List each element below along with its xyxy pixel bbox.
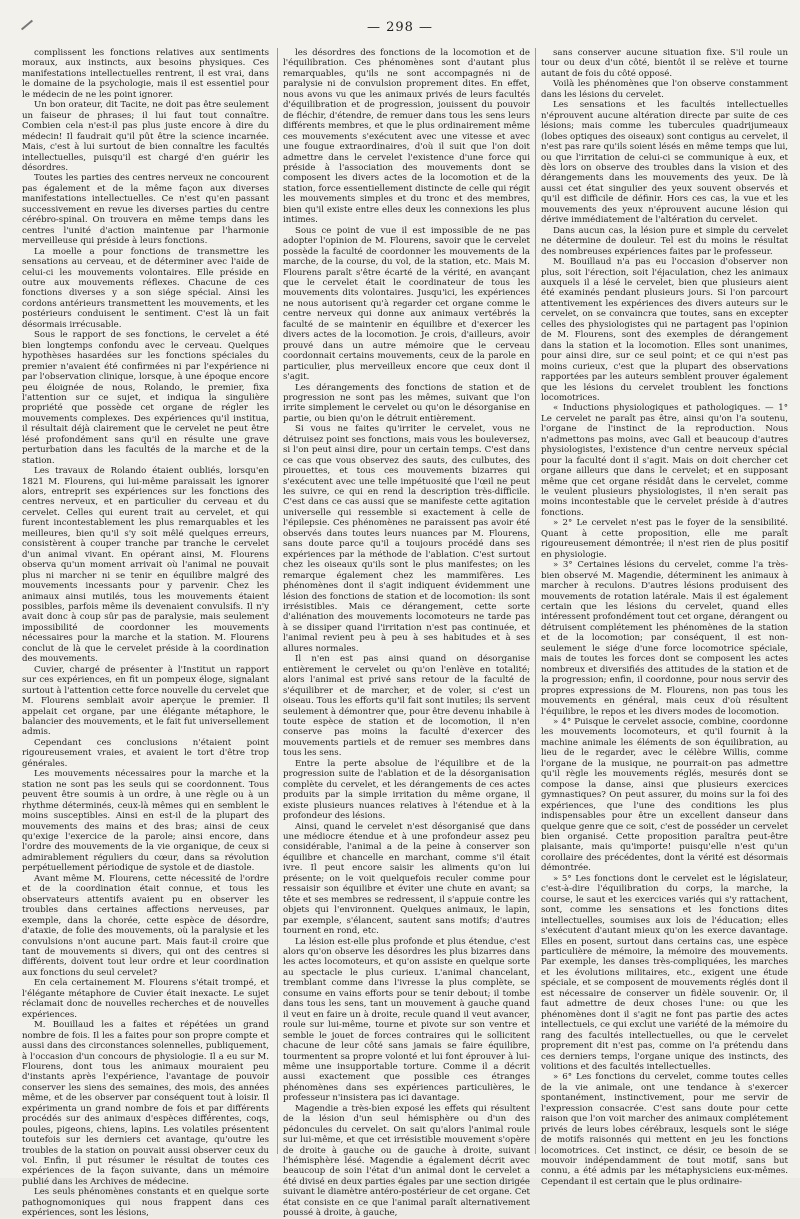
paragraph: La lésion est-elle plus profonde et plus étendue, c'est alors qu'on observe les désordres les plus bizarres dans les actes locomoteurs, et qu'on assiste en quelque sorte au spectacle le plus curieux. L'animal chancelant, tremblant comme dans l'ivresse la plus complète, se consume en vains efforts pour se tenir debout; il tombe dans tous les sens, tant un mouvement à gauche quand il veut en faire un à droite, recule quand il veut avancer, roule sur lui-même, tourne et pivote sur son ventre et semble le jouet de forces contraires qui le sollicitent chacune de leur côté sans jamais se faire équilibre, tourmentent sa propre volonté et lui font éprouver à lui-même une insupportable torture. Comme il a décrit aussi exactement que possible ces étranges phénomènes dans ses expériences particulières, le professeur n'insistera pas ici davantage. (283, 936, 530, 1104)
paragraph: « Inductions physiologiques et pathologiques. — 1° Le cervelet ne paraît pas être, ainsi qu'on l'a soutenu, l'organe de l'instinct de la reproduction. Nous n'admettons pas moins, avec Gall et beaucoup d'autres physiologistes, l'existence d'un centre nerveux spécial pour la faculté dont il s'agit. Mais on doit chercher cet organe ailleurs que dans le cervelet; et en supposant même que cet organe résidât dans le cervelet, comme le veulent plusieurs physiologistes, il n'en serait pas moins incontestable que le cervelet préside à d'autres fonctions. (541, 403, 788, 518)
paragraph: Sous le rapport de ses fonctions, le cervelet a été bien longtemps confondu avec le cerveau. Quelques hypothèses hasardées sur les fonctions spéciales du premier n'avaient été confirmées ni par l'expérience ni par l'observation clinique, lorsque, à une époque encore peu éloignée de nous, Rolando, le premier, fixa l'attention sur ce sujet, et indiqua la singulière propriété que possède cet organe de régler les mouvements complexes. Des expériences qu'il institua, il résultait déjà clairement que le cervelet ne peut être lésé profondément sans qu'il en résulte une grave perturbation dans les facultés de la marche et de la station. (22, 330, 269, 466)
paragraph: les désordres des fonctions de la locomotion et de l'équilibration. Ces phénomènes sont d'autant plus remarquables, qu'ils ne sont accompagnés ni de paralysie ni de convulsion proprement dites. En effet, nous avons vu que les animaux privés de leurs facultés d'équilibration et de progression, jouissent du pouvoir de fléchir, d'étendre, de remuer dans tous les sens leurs différents membres, et que le plus ordinairement même ces mouvements s'exécutent avec une vitesse et avec une fougue extraordinaires, d'où il suit que l'on doit admettre dans le cervelet l'existence d'une force qui préside à l'association des mouvements dont se composent les divers actes de la locomotion et de la station, force essentiellement distincte de celle qui régit les mouvements simples et du tronc et des membres, bien qu'il existe entre elles deux les connexions les plus intimes. (283, 48, 530, 226)
paragraph: Cependant ces conclusions n'étaient point rigoureusement vraies, et avaient le tort d'être trop générales. (22, 737, 269, 769)
right-column (541, 48, 788, 1187)
paragraph: La moelle a pour fonctions de transmettre les sensations au cerveau, et de déterminer avec l'aide de celui-ci les mouvements volontaires. Elle préside en outre aux mouvements réflexes. Chacune de ces fonctions diverses y a son siége spécial. Ainsi les cordons antérieurs transmettent les mouvements, et les postérieurs conduisent le sentiment. C'est là un fait désormais irrécusable. (22, 246, 269, 330)
paragraph: En cela certainement M. Flourens s'était trompé, et l'élégante métaphore de Cuvier était inexacte. Le sujet réclamait donc de nouvelles recherches et de nouvelles expériences. (22, 978, 269, 1020)
paragraph: Dans aucun cas, la lésion pure et simple du cervelet ne détermine de douleur. Tel est du moins le résultat des nombreuses expériences faites par le professeur. (541, 225, 788, 257)
paragraph: Sous ce point de vue il est impossible de ne pas adopter l'opinion de M. Flourens, savoir que le cervelet possède la faculté de coordonner les mouvements de la marche, de la course, du vol, de la station, etc. Mais M. Flourens paraît s'être écarté de la vérité, en avançant que le cervelet était le coordinateur de tous les mouvements dits volontaires. Jusqu'ici, les expériences ne nous autorisent qu'à regarder cet organe comme le centre nerveux qui donne aux animaux vertébrés la faculté de se maintenir en équilibre et d'exercer les divers actes de la locomotion. Je crois, d'ailleurs, avoir prouvé dans un autre mémoire que le cerveau coordonnait certains mouvements, ceux de la parole en particulier, plus merveilleux encore que ceux dont il s'agit. (283, 225, 530, 383)
paragraph: sans conserver aucune situation fixe. S'il roule un tour ou deux d'un côté, bientôt il se relève et tourne autant de fois du côté opposé. (541, 48, 788, 79)
paragraph: complissent les fonctions relatives aux sentiments moraux, aux instincts, aux besoins physiques. Ces manifestations intellectuelles rentrent, il est vrai, dans le domaine de la psychologie, mais il est essentiel pour le médecin de ne les point ignorer. (22, 48, 269, 100)
column-divider (535, 48, 536, 1154)
column-divider (277, 48, 278, 1154)
paragraph: Entre la perte absolue de l'équilibre et de la progression suite de l'ablation et de la désorganisation complète du cervelet, et les dérangements de ces actes produits par la simple irritation du même organe, il existe plusieurs nuances relatives à l'étendue et à la profondeur des lésions. (283, 758, 530, 822)
paragraph: Les travaux de Rolando étaient oubliés, lorsqu'en 1821 M. Flourens, qui lui-même paraissait les ignorer alors, entreprit ses expériences sur les fonctions des centres nerveux, et en particulier du cerveau et du cervelet. Celles qui eurent trait au cervelet, et qui furent incontestablement les plus remarquables et les meilleures, bien qu'il s'y soit mêlé quelques erreurs, consistèrent à couper tranche par tranche le cervelet d'un animal vivant. En opérant ainsi, M. Flourens observa qu'un moment arrivait où l'animal ne pouvait plus ni marcher ni se tenir en équilibre malgré des mouvements incessants pour y parvenir. Chez les animaux ainsi mutilés, tous les mouvements étaient possibles, parfois même ils devenaient convulsifs. Il n'y avait donc à coup sûr pas de paralysie, mais seulement impossibilité de coordonner les mouvements nécessaires pour la marche et la station. M. Flourens conclut de là que le cervelet préside à la coordination des mouvements. (22, 466, 269, 665)
paragraph: M. Bouillaud les a faites et répétées un grand nombre de fois. Il les a faites pour son propre compte et aussi dans des circonstances solennelles, publiquement, à l'occasion d'un concours de physiologie. Il a eu sur M. Flourens, dont tous les animaux mouraient peu d'instants après l'expérience, l'avantage de pouvoir conserver les siens des semaines, des mois, des années même, et de les observer par conséquent tout à loisir. Il expérimenta un grand nombre de fois et par différents procédés sur des animaux d'espèces différentes, coqs, poules, pigeons, chiens, lapins. Les volatiles présentent toutefois sur les derniers cet avantage, qu'outre les troubles de la station on pouvait aussi observer ceux du vol. Enfin, il put résumer le résultat de toutes ces expériences de la façon suivante, dans un mémoire publié dans les Archives de médecine. (22, 1020, 269, 1187)
paragraph: Un bon orateur, dit Tacite, ne doit pas être seulement un faiseur de phrases; il lui faut tout connaître. Combien cela n'est-il pas plus juste encore à dire du médecin! Il faudrait qu'il pût être la science incarnée. Mais, c'est à lui surtout de bien connaître les facultés intellectuelles, puisqu'il est chargé d'en guérir les désordres. (22, 100, 269, 173)
left-column (22, 48, 269, 1219)
paragraph: » 6° Les fonctions du cervelet, comme toutes celles de la vie animale, ont une tendance à s'exercer spontanément, instinctivement, pour me servir de l'expression consacrée. C'est sans doute pour cette raison que l'on voit marcher des animaux complétement privés de leurs lobes cérébraux, lesquels sont le siége de motifs raisonnés qui mettent en jeu les fonctions locomotrices. Cet instinct, ce désir, ce besoin de se mouvoir indépendamment de tout motif, sans but connu, a été admis par les métaphysiciens eux-mêmes. Cependant il est certain que le plus ordinaire- (541, 1072, 788, 1187)
paragraph: Si vous ne faites qu'irriter le cervelet, vous ne détruisez point ses fonctions, mais vous les bouleversez, si l'on peut ainsi dire, pour un certain temps. C'est dans ce cas que vous observez des sauts, des culbutes, des pirouettes, et tous ces mouvements bizarres qui s'exécutent avec une telle impétuosité que l'œil ne peut les suivre, ce qui en rend la description très-difficile. C'est dans ce cas aussi que se manifeste cette agitation universelle qui ressemble si exactement à celle de l'épilepsie. Ces phénomènes ne paraissent pas avoir été observés dans toutes leurs nuances par M. Flourens, sans doute parce qu'il a toujours procédé dans ses expériences par la méthode de l'ablation. C'est surtout chez les oiseaux qu'ils sont le plus manifestes; on les remarque également chez les mammifères. Les phénomènes dont il s'agit indiquent évidemment une lésion des fonctions de station et de locomotion: ils sont irrésistibles. Mais ce dérangement, cette sorte d'aliénation des mouvements locomoteurs ne tarde pas à se dissiper quand l'irritation n'est pas continuée, et l'animal revient peu à peu à ses habitudes et à ses allures normales. (283, 424, 530, 654)
paragraph: Les dérangements des fonctions de station et de progression ne sont pas les mêmes, suivant que l'on irrite simplement le cervelet ou qu'on le désorganise en partie, ou bien qu'on le détruit entièrement. (283, 382, 530, 424)
paragraph: Les sensations et les facultés intellectuelles n'éprouvent aucune altération directe par suite de ces lésions; mais comme les tubercules quadrijumeaux (lobes optiques des oiseaux) sont contigus au cervelet, il n'est pas rare qu'ils soient lésés en même temps que lui, ou que l'irritation de celui-ci se communique à eux, et dès lors on observe des troubles dans la vision et des dérangements dans les mouvements des yeux. De là aussi cet état singulier des yeux souvent observés et qu'il est difficile de définir. Hors ces cas, la vue et les mouvements des yeux n'éprouvent aucune lésion qui dérive immédiatement de l'altération du cervelet. (541, 100, 788, 226)
paragraph: Toutes les parties des centres nerveux ne concourent pas également et de la même façon aux diverses manifestations intellectuelles. Ce n'est qu'en passant successivement en revue les diverses parties du centre cérébro-spinal. On trouvera en même temps dans les centres l'unité d'action maintenue par l'harmonie merveilleuse qui préside à leurs fonctions. (22, 173, 269, 247)
paragraph: » 2° Le cervelet n'est pas le foyer de la sensibilité. Quant à cette proposition, elle me paraît rigoureusement démontrée; il n'est rien de plus positif en physiologie. (541, 518, 788, 560)
page-number: — 298 — (366, 20, 434, 35)
paragraph: Ainsi, quand le cervelet n'est désorganisé que dans une médiocre étendue et à une profondeur assez peu considérable, l'animal a de la peine à conserver son équilibre et chancelle en marchant, comme s'il était ivre. Il peut encore saisir les aliments qu'on lui présente; on le voit quelquefois reculer comme pour ressaisir son équilibre et éviter une chute en avant; sa tête et ses membres se redressent, il s'appuie contre les objets qui l'environnent. Quelques animaux, le lapin, par exemple, s'élancent, sautent sans motifs; d'autres tournent en rond, etc. (283, 821, 530, 937)
paragraph: » 3° Certaines lésions du cervelet, comme l'a très-bien observé M. Magendie, déterminent les animaux à marcher à reculons. D'autres lésions produisent des mouvements de rotation latérale. Mais il est également certain que les lésions du cervelet, quand elles intéressent profondément tout cet organe, dérangent ou détruisent complétement les phénomènes de la station et de la locomotion; par conséquent, il est non-seulement le siége d'une force locomotrice spéciale, mais de toutes les forces dont se composent les actes nombreux et diversifiés des attitudes de la station et de la progression; enfin, il coordonne, pour nous servir des propres expressions de M. Flourens, non pas tous les mouvements en général, mais ceux d'où résultent l'équilibre, le repos et les divers modes de locomotion. (541, 560, 788, 717)
paragraph: Voilà les phénomènes que l'on observe constamment dans les lésions du cervelet. (541, 79, 788, 100)
paragraph: Les mouvements nécessaires pour la marche et la station ne sont pas les seuls qui se coordonnent. Tous peuvent être soumis à un ordre, à une règle ou à un rhythme déterminés, ceux-là mêmes qui en semblent le moins susceptibles. Ainsi en est-il de la plupart des mouvements des mains et des bras; ainsi de ceux qu'exige l'exercice de la parole; ainsi encore, dans l'ordre des mouvements de la vie organique, de ceux si admirablement réguliers du cœur, dans sa révolution perpétuellement périodique de systole et de diastole. (22, 769, 269, 874)
paragraph: M. Bouillaud n'a pas eu l'occasion d'observer non plus, soit l'érection, soit l'éjaculation, chez les animaux auxquels il a lésé le cervelet, bien que plusieurs aient été examinés pendant plusieurs jours. Si l'on parcourt attentivement les expériences des divers auteurs sur le cervelet, on se convaincra que toutes, sans en excepter celles des physiologistes qui ne partagent pas l'opinion de M. Flourens, sont des exemples de dérangement dans la station et la locomotion. Elles sont unanimes, pour ainsi dire, sur ce seul point; et ce qui n'est pas moins curieux, c'est que la plupart des observations rapportées par les auteurs semblent prouver également que les lésions du cervelet troublent les fonctions locomotrices. (541, 257, 788, 403)
middle-column (283, 48, 530, 1219)
paragraph: Avant même M. Flourens, cette nécessité de l'ordre et de la coordination était connue, et tous les observateurs attentifs avaient pu en observer les troubles dans certaines affections nerveuses, par exemple, dans la chorée, cette espèce de désordre, d'ataxie, de folie des mouvements, où la paralysie et les convulsions n'ont aucune part. Mais faut-il croire que tant de mouvements si divers, qui ont des centres si différents, doivent tout leur ordre et leur coordination aux fonctions du seul cervelet? (22, 873, 269, 978)
paragraph: Les seuls phénomènes constants et en quelque sorte pathognomoniques qui nous frappent dans ces expériences, sont les lésions, (22, 1187, 269, 1219)
paragraph: » 5° Les fonctions dont le cervelet est le législateur, c'est-à-dire l'équilibration du corps, la marche, la course, le saut et les exercices variés qui s'y rattachent, sont, comme les sensations et les fonctions dites intellectuelles, soumises aux lois de l'éducation; elles s'exécutent d'autant mieux qu'on les exerce davantage. Elles en posent, surtout dans certains cas, une espèce particulière de mémoire, la mémoire des mouvements. Par exemple, les danses très-compliquées, les marches et les évolutions militaires, etc., exigent une étude spéciale, et se composent de mouvements réglés dont il est nécessaire de conserver un fidèle souvenir. Or, il faut admettre de deux choses l'une: ou que les phénomènes dont il s'agit ne font pas partie des actes intellectuels, ce qui exclut une variété de la mémoire du rang des facultés intellectuelles, ou que le cervelet proprement dit n'est pas, comme on l'a prétendu dans ces derniers temps, l'organe unique des instincts, des volitions et des facultés intellectuelles. (541, 873, 788, 1072)
paragraph: Il n'en est pas ainsi quand on désorganise entièrement le cervelet ou qu'on l'enlève en totalité; alors l'animal est privé sans retour de la faculté de s'équilibrer et de marcher, et de voler, si c'est un oiseau. Tous les efforts qu'il fait sont inutiles; ils servent seulement à démontrer que, pour être devenu inhabile à toute espèce de station et de locomotion, il n'en conserve pas moins la faculté d'exercer des mouvements partiels et de remuer ses membres dans tous les sens. (283, 654, 530, 759)
paragraph: » 4° Puisque le cervelet associe, combine, coordonne les mouvements locomoteurs, et qu'il fournit à la machine animale les éléments de son équilibration, au lieu de le regarder, avec le célèbre Willis, comme l'organe de la musique, ne pourrait-on pas admettre qu'il règle les mouvements réglés, mesurés dont se compose la danse, ainsi que plusieurs exercices gymnastiques? On peut assurer, du moins sur la foi des expériences, que l'une des conditions les plus indispensables pour être un excellent danseur dans quelque genre que ce soit, c'est de posséder un cervelet bien organisé. Cette proposition paraîtra peut-être plaisante, mais qu'importe! puisqu'elle n'est qu'un corollaire des précédentes, dont la vérité est désormais démontrée. (541, 717, 788, 874)
paragraph: Magendie a très-bien exposé les effets qui résultent de la lésion d'un seul hémisphère ou d'un des pédoncules du cervelet. On sait qu'alors l'animal roule sur lui-même, et que cet irrésistible mouvement s'opère de droite à gauche ou de gauche à droite, suivant l'hémisphère lésé. Magendie a également décrit avec beaucoup de soin l'état d'un animal dont le cervelet a été divisé en deux parties égales par une section dirigée suivant le diamètre antéro-postérieur de cet organe. Cet état consiste en ce que l'animal paraît alternativement poussé à droite, à gauche, (283, 1103, 530, 1219)
paragraph: Cuvier, chargé de présenter à l'Institut un rapport sur ces expériences, en fit un pompeux éloge, signalant surtout à l'attention cette force nouvelle du cervelet que M. Flourens semblait avoir aperçue le premier. Il appelait cet organe, par une élégante métaphore, le balancier des mouvements, et le fait fut universellement admis. (22, 664, 269, 738)
